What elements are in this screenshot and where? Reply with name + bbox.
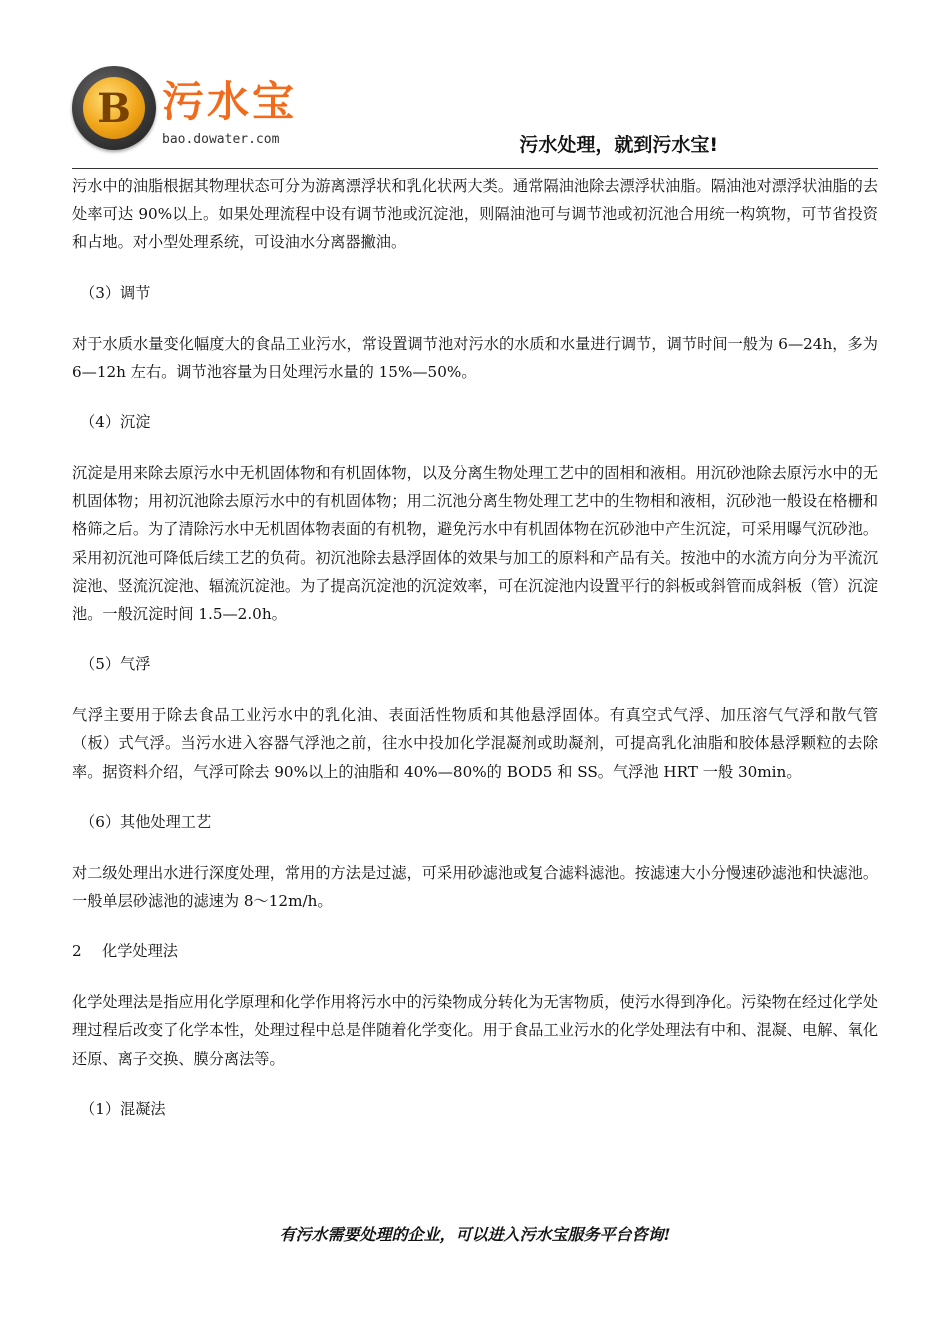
paragraph-oil: 污水中的油脂根据其物理状态可分为游离漂浮状和乳化状两大类。通常隔油池除去漂浮状油脂。隔油池对漂浮状油脂的去处率可达 90%以上。如果处理流程中设有调节池或沉淀池，则隔油池可与调节池或初沉池合用统一构筑物，可节省投资和占地。对小型处理系统，可设油水分离器撇油。 bbox=[72, 177, 878, 252]
paragraph-sedimentation: 沉淀是用来除去原污水中无机固体物和有机固体物，以及分离生物处理工艺中的固相和液相。用沉砂池除去原污水中的无机固体物；用初沉池除去原污水中的有机固体物；用二沉池分离生物处理工艺中的生物相和液相，沉砂池一般设在格栅和格筛之后。为了清除污水中无机固体物表面的有机物，避免污水中有机固体物在沉砂池中产生沉淀，可采用曝气沉砂池。采用初沉池可降低后续工艺的负荷。初沉池除去悬浮固体的效果与加工的原料和产品有关。按池中的水流方向分为平流沉淀池、竖流沉淀池、辐流沉淀池。为了提高沉淀池的沉淀效率，可在沉淀池内设置平行的斜板或斜管而成斜板（管）沉淀池。一般沉淀时间 1.5—2.0h。 bbox=[72, 464, 878, 624]
paragraph-other-processes: 对二级处理出水进行深度处理，常用的方法是过滤，可采用砂滤池或复合滤料滤池。按滤速大小分慢速砂滤池和快滤池。一般单层砂滤池的滤速为 8～12m/h。 bbox=[72, 863, 878, 911]
logo-letter: B bbox=[83, 77, 145, 139]
paragraph-flotation: 气浮主要用于除去食品工业污水中的乳化油、表面活性物质和其他悬浮固体。有真空式气浮、加压溶气气浮和散气管（板）式气浮。当污水进入容器气浮池之前，往水中投加化学混凝剂或助凝剂，可提高乳化油脂和胶体悬浮颗粒的去除率。据资料介绍，气浮可除去 90%以上的油脂和 40%—80%的 BOD5 和 SS。气浮池 HRT 一般 30min。 bbox=[72, 706, 878, 781]
heading-flotation: （5）气浮 bbox=[80, 655, 151, 674]
heading-adjustment: （3）调节 bbox=[80, 283, 151, 302]
heading-chemical-treatment bbox=[72, 937, 878, 965]
section-title: 化学处理法 bbox=[102, 942, 178, 961]
document-body bbox=[72, 172, 878, 1123]
page-footer: 有污水需要处理的企业，可以进入污水宝服务平台咨询! bbox=[279, 1225, 671, 1244]
header-slogan: 污水处理，就到污水宝! bbox=[519, 134, 718, 156]
heading-other-processes: （6）其他处理工艺 bbox=[80, 812, 212, 831]
header-divider bbox=[72, 168, 878, 169]
logo-coin-icon bbox=[72, 66, 156, 150]
paragraph-adjustment: 对于水质水量变化幅度大的食品工业污水，常设置调节池对污水的水质和水量进行调节，调节时间一般为 6—24h，多为 6—12h 左右。调节池容量为日处理污水量的 15%—50%。 bbox=[72, 334, 878, 381]
heading-sedimentation: （4）沉淀 bbox=[80, 413, 151, 432]
section-number: 2 bbox=[72, 942, 82, 961]
paragraph-chemical-treatment: 化学处理法是指应用化学原理和化学作用将污水中的污染物成分转化为无害物质，使污水得到净化。污染物在经过化学处理过程后改变了化学本性，处理过程中总是伴随着化学变化。用于食品工业污水的化学处理法有中和、混凝、电解、氧化还原、离子交换、膜分离法等。 bbox=[72, 993, 878, 1068]
logo-name: 污水宝 bbox=[162, 77, 298, 126]
logo-url: bao.dowater.com bbox=[162, 132, 280, 147]
heading-coagulation: （1）混凝法 bbox=[80, 1099, 166, 1118]
page-header bbox=[72, 60, 878, 170]
